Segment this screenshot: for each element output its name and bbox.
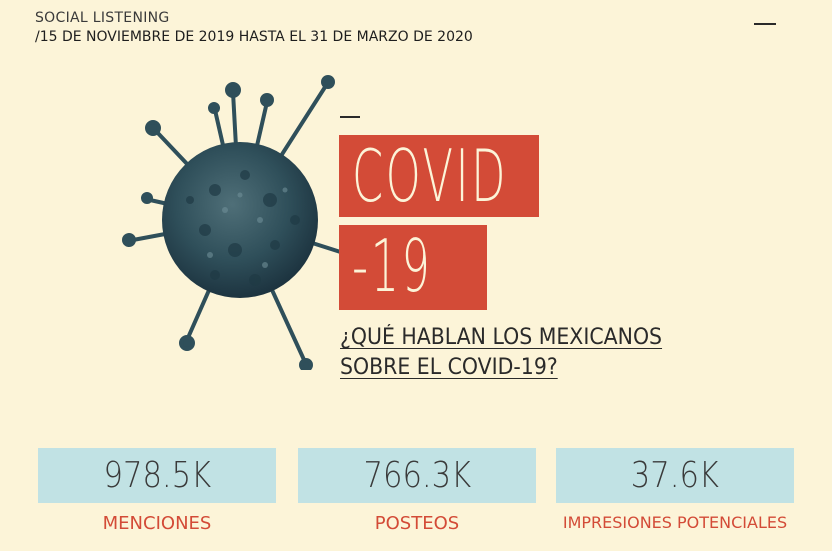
stat-value-impresiones: 37.6K [630,455,720,496]
stat-box-impresiones [556,448,794,503]
stat-value-menciones: 978.5K [103,455,211,496]
stat-label-menciones: MENCIONES [102,513,212,534]
stat-label-posteos: POSTEOS [374,513,460,534]
top-dash [754,23,776,25]
title-covid: COVID [352,134,508,218]
subtitle-line-2: SOBRE EL COVID-19? [340,355,558,380]
stat-box-posteos [298,448,536,503]
title-dash [340,116,360,118]
subtitle-question [340,323,662,383]
stat-label-impresiones: IMPRESIONES POTENCIALES [562,513,788,532]
virus-illustration [115,70,365,370]
subtitle-line-1: ¿QUÉ HABLAN LOS MEXICANOS [340,325,663,350]
header-label: SOCIAL LISTENING [35,10,170,26]
stat-value-posteos: 766.3K [363,455,471,496]
stat-box-menciones [38,448,276,503]
header-date-range: /15 DE NOVIEMBRE DE 2019 HASTA EL 31 DE MARZO DE 2020 [35,29,473,45]
title-19: -19 [352,224,433,308]
